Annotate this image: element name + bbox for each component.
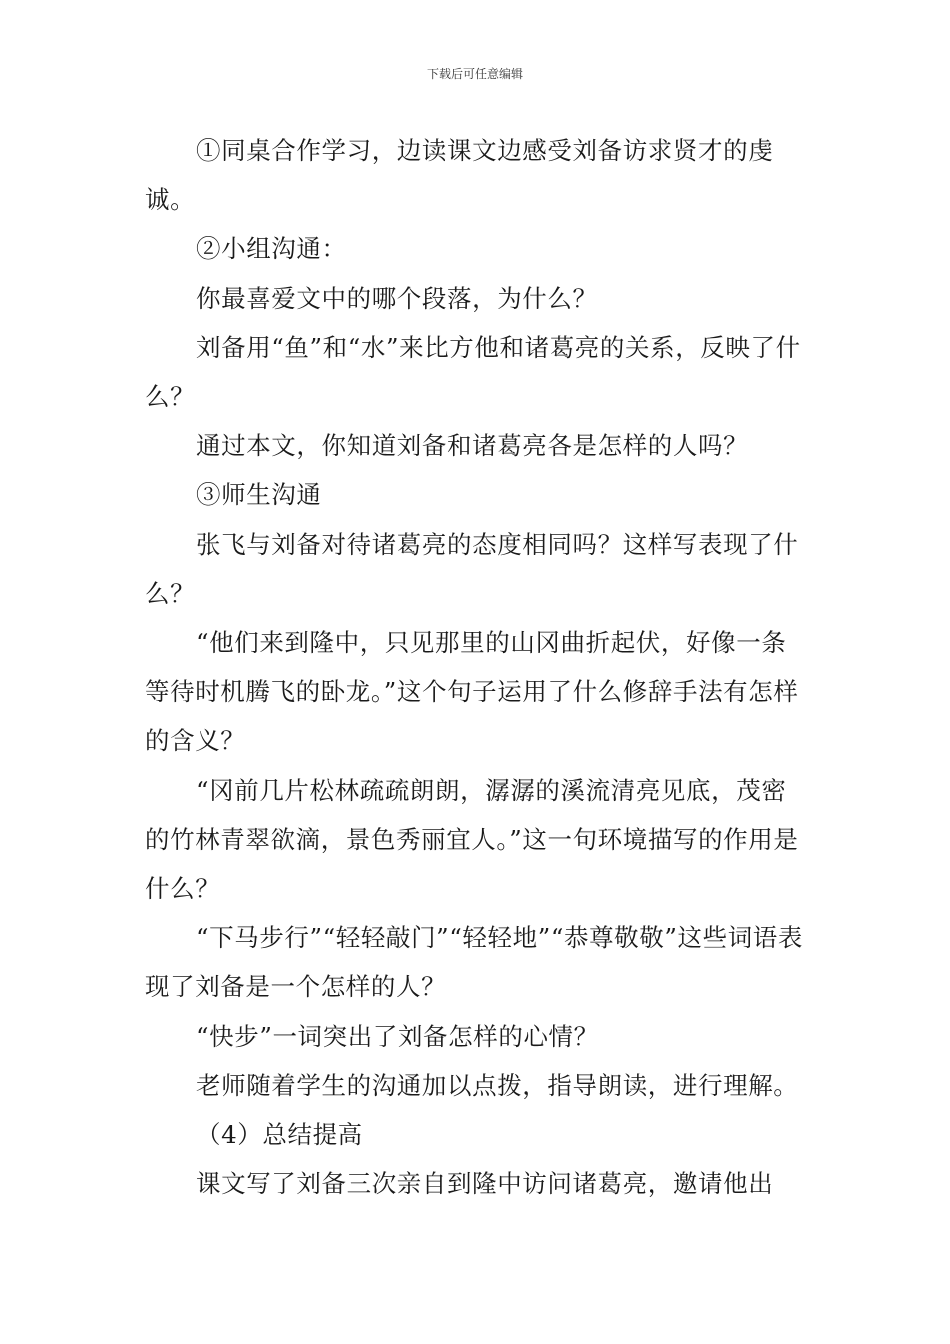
document-body (145, 126, 809, 1208)
paragraph-3: 你最喜爱文中的哪个段落，为什么？ (196, 283, 598, 313)
paragraph-8: “他们来到隆中，只见那里的山冈曲折起伏，好像一条等待时机腾飞的卧龙。”这个句子运用了什么修辞手法有怎样的含义？ (145, 628, 799, 756)
paragraph-9: “冈前几片松林疏疏朗朗，潺潺的溪流清亮见底，茂密的竹林青翠欲滴，景色秀丽宜人。”这一句环境描写的作用是什么？ (145, 775, 799, 904)
paragraph-14: 课文写了刘备三次亲自到隆中访问诸葛亮，邀请他出 (196, 1169, 774, 1199)
paragraph-10: “下马步行”“轻轻敲门”“轻轻地”“恭尊敬敬”这些词语表现了刘备是一个怎样的人？ (145, 923, 803, 1002)
paragraph-11: “快步”一词突出了刘备怎样的心情？ (196, 1021, 599, 1051)
page-header: 下载后可任意编辑 (426, 67, 523, 81)
paragraph-4: 刘备用“鱼”和“水”来比方他和诸葛亮的关系，反映了什么？ (145, 332, 801, 412)
paragraph-1: ①同桌合作学习，边读课文边感受刘备访求贤才的虔诚。 (145, 136, 774, 215)
paragraph-13: （4）总结提高 (196, 1120, 363, 1150)
paragraph-12: 老师随着学生的沟通加以点拨，指导朗读，进行理解。 (196, 1070, 799, 1100)
paragraph-2: ②小组沟通： (196, 234, 347, 264)
paragraph-7: 张飞与刘备对待诸葛亮的态度相同吗？这样写表现了什么？ (145, 529, 799, 608)
paragraph-5: 通过本文，你知道刘备和诸葛亮各是怎样的人吗？ (196, 431, 749, 461)
paragraph-6: ③师生沟通 (196, 480, 322, 510)
